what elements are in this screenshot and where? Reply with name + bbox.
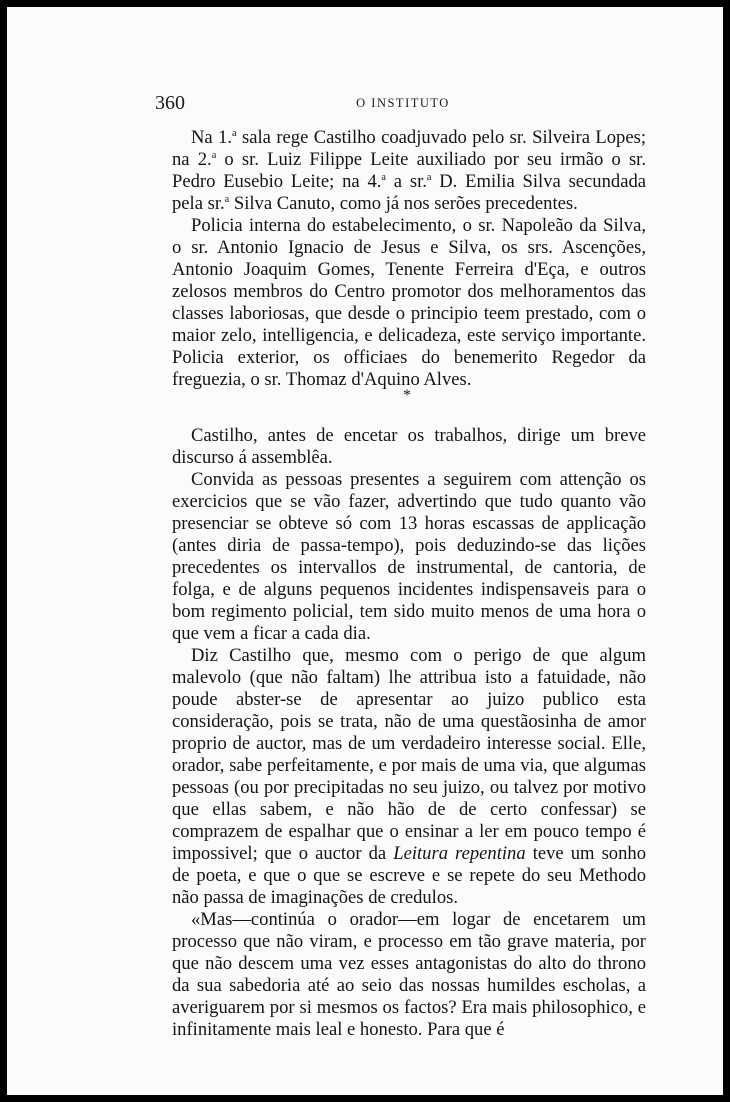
page-number: 360 [155,92,185,114]
book-page [7,7,723,1095]
paragraph: Policia interna do estabelecimento, o sr. Napoleão da Silva, o sr. Antonio Ignacio de Jesus e Silva, os srs. Ascenções, Antonio Joaquim Gomes, Tenente Ferreira d'Eça, e outros zelosos membros do Centro promotor dos melhoramentos das classes laboriosas, que desde o principio teem prestado, com o maior zelo, intelligencia, e delicadeza, este serviço importante. Policia exterior, os officiaes do benemerito Regedor da freguezia, o sr. Thomaz d'Aquino Alves. [172,215,646,390]
running-title: O INSTITUTO [356,96,450,110]
paragraph: Diz Castilho que, mesmo com o perigo de que algum malevolo (que não faltam) lhe attribua isto a fatuidade, não poude abster-se de apresentar ao juizo publico esta consideração, pois se trata, não de uma questãosinha de amor proprio de auctor, mas de um verdadeiro interesse social. Elle, orador, sabe perfeitamente, e por mais de uma via, que algumas pessoas (ou por precipitadas no seu juizo, ou talvez por motivo que ellas sabem, e não hão de de certo confessar) se comprazem de espalhar que o ensinar a ler em pouco tempo é impossivel; que o auctor da Leitura repentina teve um sonho de poeta, e que o que se escreve e se repete do seu Methodo não passa de imaginações de credulos. [172,645,646,908]
text-block-1 [172,127,646,391]
paragraph: «Mas—continúa o orador—em logar de encetarem um processo que não viram, e processo em tão grave materia, por que não descem uma vez esses antagonistas do alto do throno da sua sabedoria até ao seio das nossas humildes escholas, a averiguarem por si mesmos os factos? Era mais philosophico, e infinitamente mais leal e honesto. Para que é [172,909,646,1040]
paragraph: Na 1.$^a$ sala rege Castilho coadjuvado pelo sr. Silveira Lopes; na 2.$^a$ o sr. Luiz Filippe Leite auxiliado por seu irmão o sr. Pedro Eusebio Leite; na 4.$^a$ a sr.$^a$ D. Emilia Silva secundada pela sr.$^a$ Silva Canuto, como já nos serões precedentes. [172,127,646,214]
book-title: Leitura repentina [393,843,526,864]
paragraph: Convida as pessoas presentes a seguirem com attenção os exercicios que se vão fazer, advertindo que tudo quanto vão presenciar se obteve só com 13 horas escassas de applicação (antes diria de passa-tempo), pois deduzindo-se das lições precedentes os intervallos de instrumental, de cantoria, de folga, e de alguns pequenos incidentes indispensaveis para o bom regimento policial, tem sido muito menos de uma hora o que vem a ficar a cada dia. [172,469,646,644]
page-header [155,91,651,115]
paragraph: Castilho, antes de encetar os trabalhos, dirige um breve discurso á assemblêa. [172,425,646,468]
text-block-2 [172,425,646,1041]
section-separator: * [403,387,411,404]
